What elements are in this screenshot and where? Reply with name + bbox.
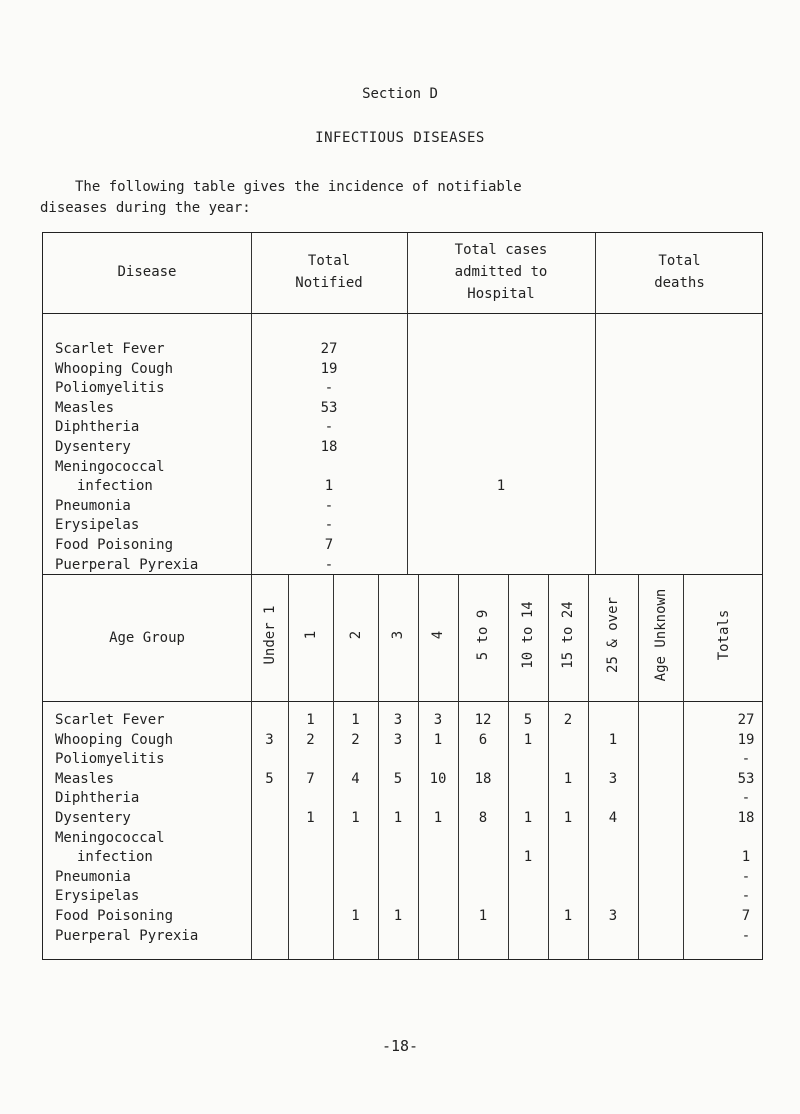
notified-value: - xyxy=(324,497,334,514)
disease-name: Puerperal Pyrexia xyxy=(55,556,199,573)
age-count: 6 xyxy=(478,731,488,748)
age-column-header: 3 xyxy=(390,630,406,640)
age-count: 3 xyxy=(265,731,274,748)
age-column-header: 1 xyxy=(302,630,319,640)
age-count: 1 xyxy=(563,770,573,787)
header-age-group: Age Group xyxy=(109,630,185,646)
age-count: 8 xyxy=(478,810,488,826)
age-count: 3 xyxy=(608,908,618,924)
disease-name: Poliomyelitis xyxy=(55,380,165,397)
age-row-disease-name: Diphtheria xyxy=(55,790,140,807)
age-column-header: 10 to 14 xyxy=(520,601,536,669)
notified-value: 27 xyxy=(320,341,338,357)
notified-value: - xyxy=(324,517,334,534)
age-column-header: 25 & over xyxy=(605,597,621,673)
header-hospital xyxy=(407,239,595,305)
column-divider xyxy=(683,575,684,959)
notified-value: - xyxy=(324,380,334,397)
header-hospital-line-1: Total cases xyxy=(454,242,548,258)
age-count: 2 xyxy=(351,731,360,748)
age-count: 3 xyxy=(393,731,403,748)
disease-name: Scarlet Fever xyxy=(55,341,165,357)
disease-name: Whooping Cough xyxy=(55,360,174,377)
age-row-disease-name: Poliomyelitis xyxy=(55,751,165,768)
age-count: 1 xyxy=(523,731,533,748)
column-divider xyxy=(378,575,379,959)
disease-name: Diphtheria xyxy=(55,419,140,436)
age-row-disease-name: Dysentery xyxy=(55,810,131,826)
disease-name: Pneumonia xyxy=(55,497,131,514)
age-count: 1 xyxy=(523,810,533,826)
header-rule xyxy=(43,313,762,314)
age-count: 1 xyxy=(351,712,360,728)
age-count: 3 xyxy=(393,712,403,728)
age-count: 3 xyxy=(433,712,443,728)
intro-line-1: The following table gives the incidence of notifiable xyxy=(75,179,522,195)
header-hospital-line-2: admitted to xyxy=(454,264,548,280)
age-count: 1 xyxy=(563,908,573,924)
header-notified-line-1: Total xyxy=(307,253,351,269)
age-count: 5 xyxy=(265,770,274,787)
age-column-header: 2 xyxy=(347,630,364,640)
age-column-header: 15 to 24 xyxy=(560,601,576,669)
age-count: 1 xyxy=(478,908,488,924)
column-divider xyxy=(333,575,334,959)
age-count: 10 xyxy=(429,770,447,787)
age-count: 1 xyxy=(306,810,315,826)
notified-value: 19 xyxy=(320,360,338,377)
disease-name: Measles xyxy=(55,399,115,416)
notified-value: 7 xyxy=(324,537,334,553)
age-count: 1 xyxy=(523,849,533,866)
row-total: - xyxy=(741,868,751,885)
column-divider xyxy=(418,575,419,959)
age-row-disease-name: infection xyxy=(77,849,153,866)
age-row-disease-name: Meningococcal xyxy=(55,829,165,846)
age-group-table xyxy=(42,575,763,960)
age-column-header: 4 xyxy=(430,630,446,640)
age-count: 1 xyxy=(433,810,443,826)
section-label: Section D xyxy=(362,86,438,102)
intro-line-2: diseases during the year: xyxy=(40,200,251,216)
column-divider xyxy=(508,575,509,959)
row-total: 19 xyxy=(737,731,755,748)
header-hospital-line-3: Hospital xyxy=(467,286,535,302)
row-total: 7 xyxy=(741,908,751,924)
header-notified xyxy=(251,250,407,294)
age-count: 2 xyxy=(306,731,315,748)
age-count: 3 xyxy=(608,770,618,787)
age-count: 1 xyxy=(393,908,403,924)
age-count: 5 xyxy=(393,770,403,787)
age-count: 1 xyxy=(608,731,618,748)
age-row-disease-name: Whooping Cough xyxy=(55,731,174,748)
disease-name: infection xyxy=(77,478,153,495)
age-count: 1 xyxy=(351,810,360,826)
notified-value: - xyxy=(324,419,334,436)
header-disease: Disease xyxy=(117,264,177,280)
header-deaths-line-2: deaths xyxy=(654,275,705,291)
disease-name: Dysentery xyxy=(55,439,131,455)
header-deaths xyxy=(595,250,764,294)
notified-value: 53 xyxy=(320,399,338,416)
disease-name: Food Poisoning xyxy=(55,537,174,553)
age-count: 4 xyxy=(351,770,360,787)
row-total: - xyxy=(741,751,751,768)
age-row-disease-name: Pneumonia xyxy=(55,868,131,885)
disease-name: Meningococcal xyxy=(55,458,165,475)
age-column-header: Age Unknown xyxy=(652,588,669,682)
column-divider xyxy=(638,575,639,959)
age-row-disease-name: Measles xyxy=(55,770,115,787)
row-total: - xyxy=(741,888,751,905)
page-number: -18- xyxy=(381,1037,419,1055)
age-row-disease-name: Scarlet Fever xyxy=(55,712,165,728)
row-total: 1 xyxy=(741,849,751,866)
page-title: INFECTIOUS DISEASES xyxy=(315,130,485,146)
age-count: 18 xyxy=(474,770,492,787)
age-count: 1 xyxy=(351,908,360,924)
age-column-header: 5 to 9 xyxy=(475,609,491,661)
age-column-header: Totals xyxy=(715,609,732,661)
row-total: 18 xyxy=(737,810,755,826)
column-divider xyxy=(548,575,549,959)
row-total: 27 xyxy=(737,712,755,728)
age-count: 2 xyxy=(563,712,573,728)
row-total: 53 xyxy=(737,770,755,787)
age-count: 1 xyxy=(306,712,315,728)
age-count: 1 xyxy=(393,810,403,826)
column-divider xyxy=(458,575,459,959)
age-count: 5 xyxy=(523,712,533,728)
notified-value: 18 xyxy=(320,439,338,455)
age-row-disease-name: Erysipelas xyxy=(55,888,140,905)
intro-paragraph xyxy=(40,177,780,219)
header-rule xyxy=(43,701,762,702)
age-row-disease-name: Puerperal Pyrexia xyxy=(55,927,199,944)
age-count: 4 xyxy=(608,810,618,826)
age-column-header: Under 1 xyxy=(261,605,278,665)
age-count: 7 xyxy=(306,770,315,787)
age-count: 12 xyxy=(474,712,492,728)
notified-value: 1 xyxy=(324,478,334,495)
header-notified-line-2: Notified xyxy=(295,275,363,291)
notified-value: - xyxy=(324,556,334,573)
row-total: - xyxy=(741,790,751,807)
header-deaths-line-1: Total xyxy=(658,253,701,269)
hospital-value: 1 xyxy=(496,478,506,495)
column-divider xyxy=(588,575,589,959)
notifications-table xyxy=(42,232,763,575)
disease-name: Erysipelas xyxy=(55,517,140,534)
age-count: 1 xyxy=(433,731,443,748)
row-total: - xyxy=(741,927,751,944)
age-row-disease-name: Food Poisoning xyxy=(55,908,174,924)
age-count: 1 xyxy=(563,810,573,826)
column-divider xyxy=(288,575,289,959)
